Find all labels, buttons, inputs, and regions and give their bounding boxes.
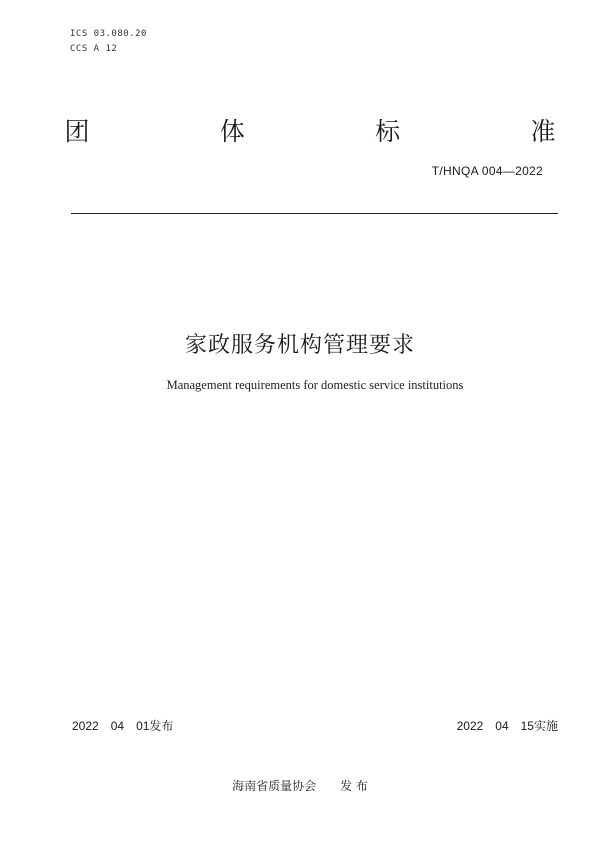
header-divider: [71, 213, 558, 214]
implement-day: 15: [520, 719, 534, 733]
standard-type-char: 团: [64, 117, 90, 146]
publish-date: [72, 717, 173, 734]
standard-type-heading: [62, 112, 558, 152]
implement-month: 04: [495, 719, 509, 733]
publish-year: 2022: [72, 719, 99, 733]
implement-year: 2022: [456, 719, 484, 733]
publish-day: 01: [136, 719, 150, 733]
document-title-chinese: 家政服务机构管理要求: [184, 333, 415, 358]
ics-code: ICS 03.080.20: [70, 29, 147, 39]
publish-month: 04: [110, 719, 125, 733]
publisher-label: 发 布: [340, 779, 368, 793]
standard-type-char: 准: [530, 117, 556, 146]
standard-type-char: 标: [375, 117, 401, 146]
ccs-code: CCS A 12: [70, 44, 118, 54]
publisher-org: 海南省质量协会: [232, 779, 317, 793]
publisher-line: [0, 777, 600, 794]
publish-label: 发布: [149, 719, 174, 733]
implement-date: [457, 717, 558, 734]
standard-number: T/HNQA 004—2022: [431, 164, 543, 178]
implement-label: 实施: [533, 719, 558, 733]
document-title-english: Management requirements for domestic service institutions: [166, 378, 464, 392]
standard-type-char: 体: [219, 117, 245, 146]
